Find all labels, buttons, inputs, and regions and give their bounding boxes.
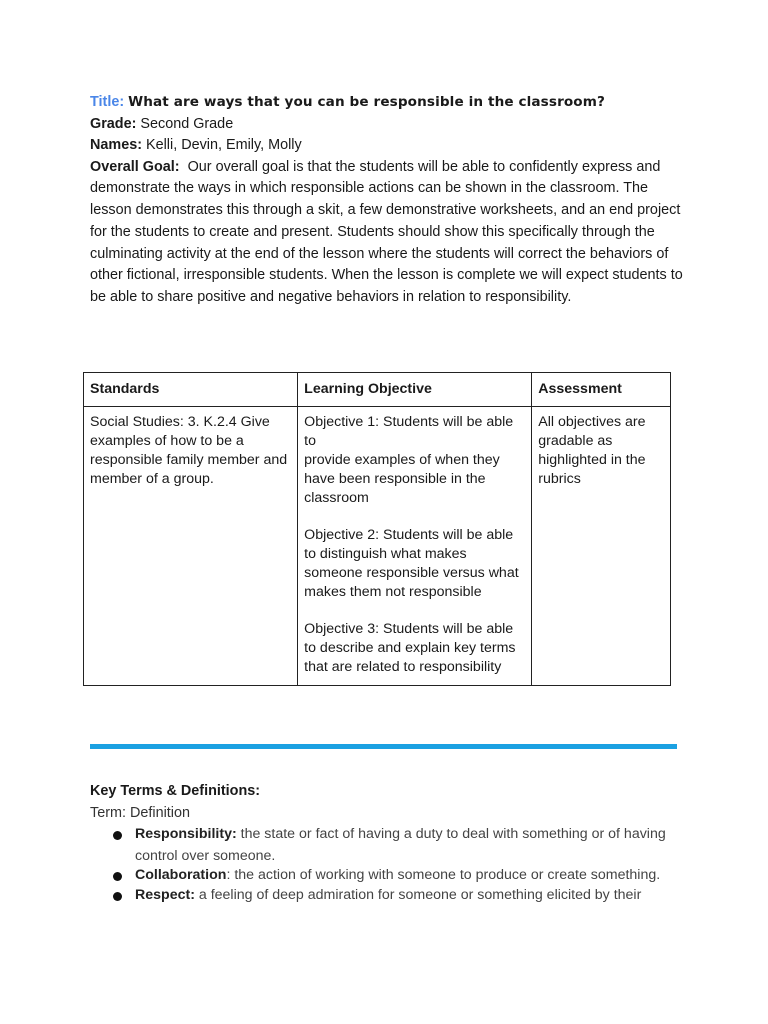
table-row — [84, 407, 671, 686]
goal-text: Our overall goal is that the students will be able to confidently express and demonstrate the ways in which responsible actions can be shown in the classroom. The lesson demonstrates this through a skit, a few demonstrative worksheets, and an end project for the students to create and present. Students should show this specifically through the culminating activity at the end of the lesson where the students will correct the behaviors of other fictional, irresponsible students. When the lesson is complete we will expect students to be able to share positive and negative behaviors in relation to responsibility. — [90, 158, 683, 306]
standards-cell: Social Studies: 3. K.2.4 Give examples of how to be a responsible family member and member of a group. — [84, 407, 298, 686]
key-terms-section — [90, 781, 690, 904]
objective-1: Objective 1: Students will be able to provide examples of when they have been responsible in the classroom — [304, 414, 514, 506]
objective-2: Objective 2: Students will be able to distinguish what makes someone responsible versus what makes them not responsible — [304, 527, 519, 600]
goal-label: Overall Goal: — [90, 158, 180, 175]
assessment-cell: All objectives are gradable as highlighted in the rubrics — [532, 407, 671, 686]
overall-goal — [90, 157, 690, 310]
names-value: Kelli, Devin, Emily, Molly — [146, 137, 302, 153]
header-assessment: Assessment — [532, 373, 671, 407]
term-name: Collaboration — [135, 867, 227, 883]
term-definition: the state or fact of having a duty to deal with something or of having control over someone. — [135, 826, 666, 864]
term-definition: a feeling of deep admiration for someone or something elicited by their — [194, 886, 642, 903]
objectives-cell — [298, 407, 532, 686]
list-item — [90, 885, 690, 907]
header-standards: Standards — [84, 373, 298, 407]
standards-table — [83, 372, 671, 686]
lesson-title: What are ways that you can be responsible in the classroom? — [128, 94, 605, 110]
grade-line — [90, 114, 690, 136]
grade-label: Grade: — [90, 115, 137, 132]
key-terms-list — [90, 824, 690, 906]
bullet-icon — [113, 872, 122, 881]
names-label: Names: — [90, 137, 142, 153]
term-name: Responsibility: — [135, 826, 237, 842]
term-name: Respect: — [135, 886, 195, 903]
bullet-icon — [113, 892, 122, 901]
title-line — [90, 92, 690, 114]
term-definition: : the action of working with someone to produce or create something. — [226, 867, 661, 883]
key-terms-subheading: Term: Definition — [90, 805, 190, 821]
objective-3: Objective 3: Students will be able to describe and explain key terms that are related to responsibility — [304, 621, 516, 675]
grade-value: Second Grade — [140, 115, 234, 132]
list-item — [90, 865, 690, 887]
list-item — [90, 824, 690, 867]
section-divider — [90, 744, 677, 749]
names-line — [90, 135, 690, 157]
header-learning-objective: Learning Objective — [298, 373, 532, 407]
key-terms-heading: Key Terms & Definitions: — [90, 783, 261, 799]
bullet-icon — [113, 831, 122, 840]
table-header-row — [84, 373, 671, 407]
title-label: Title: — [90, 94, 125, 110]
lesson-header — [90, 92, 690, 309]
